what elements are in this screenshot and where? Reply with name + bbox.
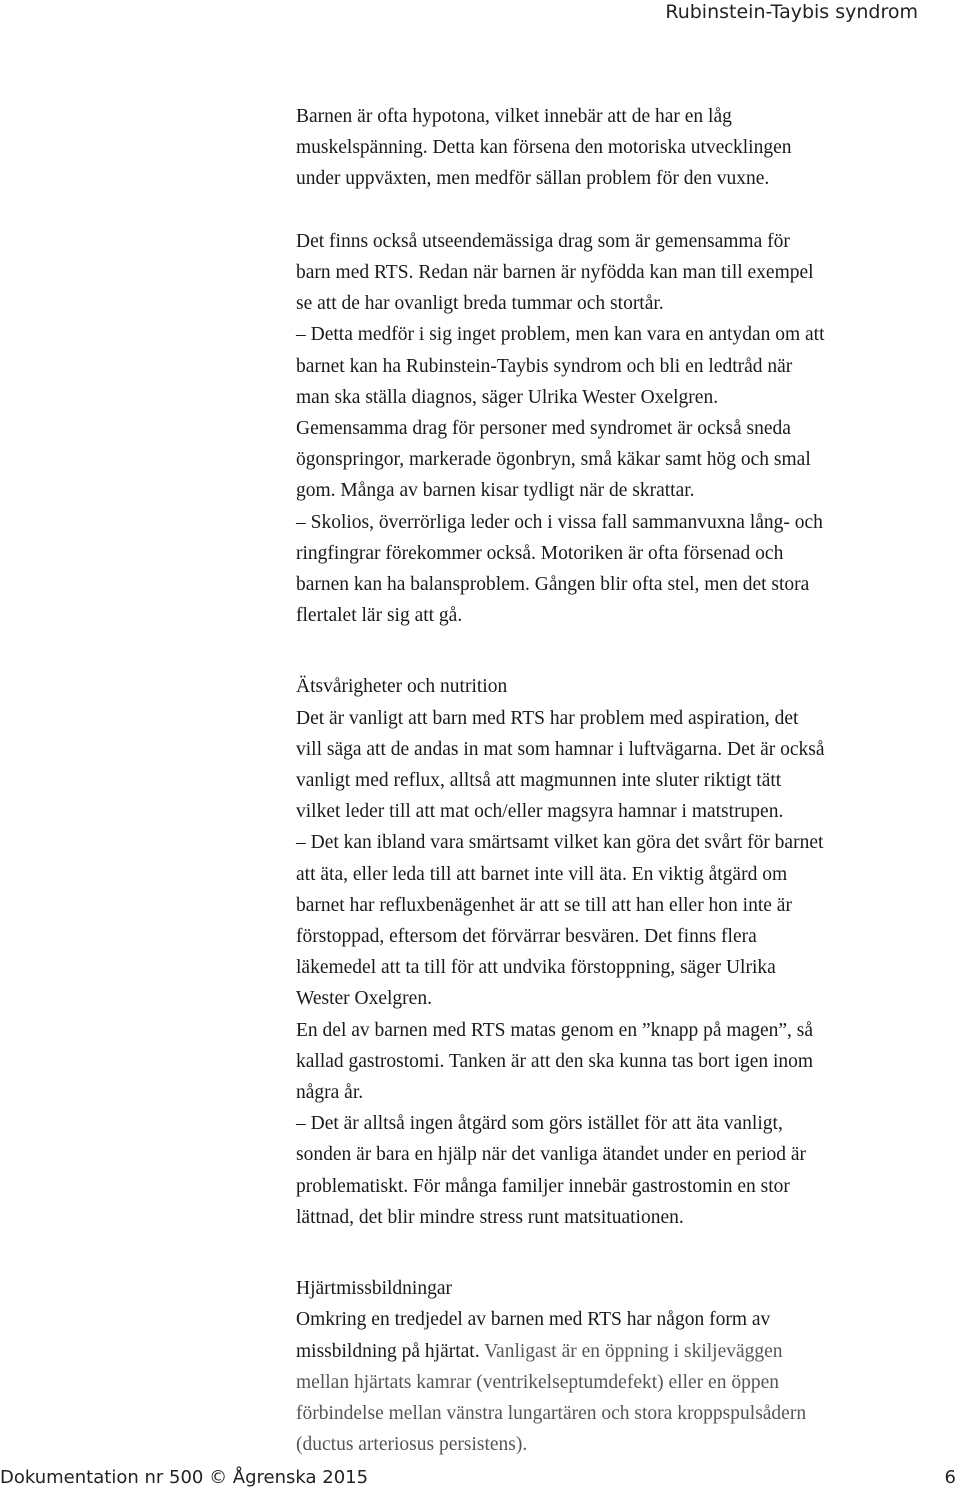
text-line: (ductus arteriosus persistens).	[296, 1434, 528, 1456]
paragraph-hypotonia	[296, 101, 926, 195]
text-line: vill säga att de andas in mat som hamnar i luftvägarna. Det är också	[296, 738, 825, 760]
text-line: Det är vanligt att barn med RTS har problem med aspiration, det	[296, 707, 799, 729]
text-line: se att de har ovanligt breda tummar och stortår.	[296, 293, 664, 315]
text-line: – Det är alltså ingen åtgärd som görs istället för att äta vanligt,	[296, 1113, 783, 1135]
text-line: att äta, eller leda till att barnet inte vill äta. En viktig åtgärd om	[296, 863, 788, 885]
text-line: ringfingrar förekommer också. Motoriken är ofta försenad och	[296, 542, 784, 564]
text-line: läkemedel att ta till för att undvika förstoppning, säger Ulrika	[296, 957, 776, 979]
text-span-dark: missbildning på hjärtat.	[296, 1340, 485, 1362]
text-line	[296, 1336, 926, 1367]
text-line: barnet har refluxbenägenhet är att se till att han eller hon inte är	[296, 894, 792, 916]
text-line: – Det kan ibland vara smärtsamt vilket kan göra det svårt för barnet	[296, 832, 824, 854]
page-number: 6	[944, 1467, 956, 1488]
text-line: muskelspänning. Detta kan försena den motoriska utvecklingen	[296, 137, 792, 159]
footer-documentation: Dokumentation nr 500 © Ågrenska 2015	[0, 1467, 369, 1488]
section-gap	[296, 1233, 926, 1273]
text-line: problematiskt. För många familjer innebär gastrostomin en stor	[296, 1175, 790, 1197]
text-line: Barnen är ofta hypotona, vilket innebär att de har en låg	[296, 106, 732, 127]
section-heading-heart: Hjärtmissbildningar	[296, 1278, 452, 1300]
text-line: under uppväxten, men medför sällan problem för den vuxne.	[296, 168, 770, 190]
text-line: – Skolios, överrörliga leder och i vissa fall sammanvuxna lång- och	[296, 511, 823, 533]
text-line: lättnad, det blir mindre stress runt matsituationen.	[296, 1206, 684, 1228]
section-nutrition	[296, 703, 926, 1233]
section-gap	[296, 631, 926, 671]
text-line: barn med RTS. Redan när barnen är nyfödda kan man till exempel	[296, 262, 814, 283]
text-line: barnet kan ha Rubinstein-Taybis syndrom och bli en ledtråd när	[296, 355, 793, 377]
text-line: förstoppad, eftersom det förvärrar besvären. Det finns flera	[296, 926, 757, 948]
text-line: Omkring en tredjedel av barnen med RTS har någon form av	[296, 1309, 771, 1331]
text-line: En del av barnen med RTS matas genom en ”knapp på magen”, så	[296, 1019, 814, 1041]
text-span-grey: Vanligast är en öppning i skiljeväggen	[484, 1340, 783, 1362]
text-line: mellan hjärtats kamrar (ventrikelseptumdefekt) eller en öppen	[296, 1371, 779, 1393]
text-line: vanligt med reflux, alltså att magmunnen inte sluter riktigt tätt	[296, 770, 782, 792]
text-line: vilket leder till att mat och/eller magsyra hamnar i matstrupen.	[296, 801, 784, 823]
text-line: Det finns också utseendemässiga drag som är gemensamma för	[296, 230, 790, 252]
text-line: man ska ställa diagnos, säger Ulrika Wester Oxelgren.	[296, 386, 719, 408]
text-line: Wester Oxelgren.	[296, 988, 432, 1010]
text-line: kallad gastrostomi. Tanken är att den ska kunna tas bort igen inom	[296, 1050, 814, 1072]
text-line: Gemensamma drag för personer med syndromet är också sneda	[296, 418, 791, 440]
text-line: gom. Många av barnen kisar tydligt när de skrattar.	[296, 480, 695, 502]
section-heading-nutrition: Ätsvårigheter och nutrition	[296, 676, 508, 698]
text-line: några år.	[296, 1082, 364, 1104]
paragraph-gap	[296, 195, 926, 226]
running-header: Rubinstein-Taybis syndrom	[665, 1, 918, 23]
section-heart	[296, 1304, 926, 1460]
text-line: – Detta medför i sig inget problem, men kan vara en antydan om att	[296, 324, 825, 346]
paragraph-appearance	[296, 226, 926, 632]
text-line: flertalet lär sig att gå.	[296, 605, 463, 627]
text-line: ögonspringor, markerade ögonbryn, små käkar samt hög och smal	[296, 449, 811, 471]
article-body	[296, 101, 926, 1460]
text-line: förbindelse mellan vänstra lungartären och stora kroppspulsådern	[296, 1402, 807, 1424]
text-line: sonden är bara en hjälp när det vanliga ätandet under en period är	[296, 1144, 807, 1166]
text-line: barnen kan ha balansproblem. Gången blir ofta stel, men det stora	[296, 574, 810, 596]
